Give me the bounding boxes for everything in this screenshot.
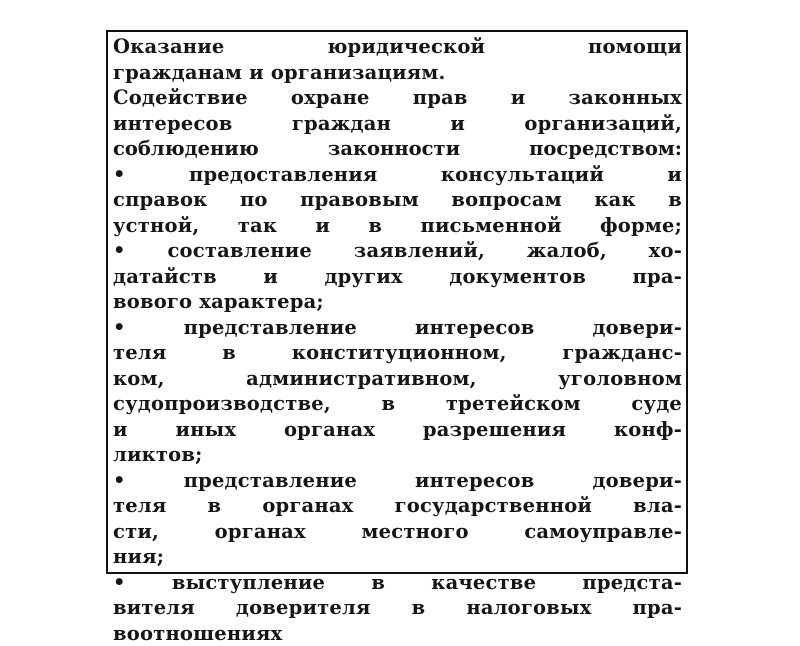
text-line: датайств и других документов пра-: [113, 264, 682, 290]
text-line: ком, административном, уголовном: [113, 366, 682, 392]
text-line: Содействие охране прав и законных: [113, 85, 682, 111]
text-line: ликтов;: [113, 442, 682, 468]
document-text: [113, 34, 682, 646]
text-line: справок по правовым вопросам как в: [113, 187, 682, 213]
text-line: вового характера;: [113, 289, 682, 315]
text-line: соблюдению законности посредством:: [113, 136, 682, 162]
text-line: теля в конституционном, гражданс-: [113, 340, 682, 366]
text-line: устной, так и в письменной форме;: [113, 213, 682, 239]
text-line: гражданам и организациям.: [113, 60, 682, 86]
text-line: • выступление в качестве предста-: [113, 570, 682, 596]
text-line: ния;: [113, 544, 682, 570]
text-line: теля в органах государственной вла-: [113, 493, 682, 519]
text-line: интересов граждан и организаций,: [113, 111, 682, 137]
text-line: воотношениях: [113, 621, 682, 646]
text-line: Оказание юридической помощи: [113, 34, 682, 60]
text-line: вителя доверителя в налоговых пра-: [113, 595, 682, 621]
text-line: судопроизводстве, в третейском суде: [113, 391, 682, 417]
text-line: • представление интересов довери-: [113, 468, 682, 494]
text-line: сти, органах местного самоуправле-: [113, 519, 682, 545]
text-line: • составление заявлений, жалоб, хо-: [113, 238, 682, 264]
text-line: и иных органах разрешения конф-: [113, 417, 682, 443]
text-line: • предоставления консультаций и: [113, 162, 682, 188]
text-line: • представление интересов довери-: [113, 315, 682, 341]
